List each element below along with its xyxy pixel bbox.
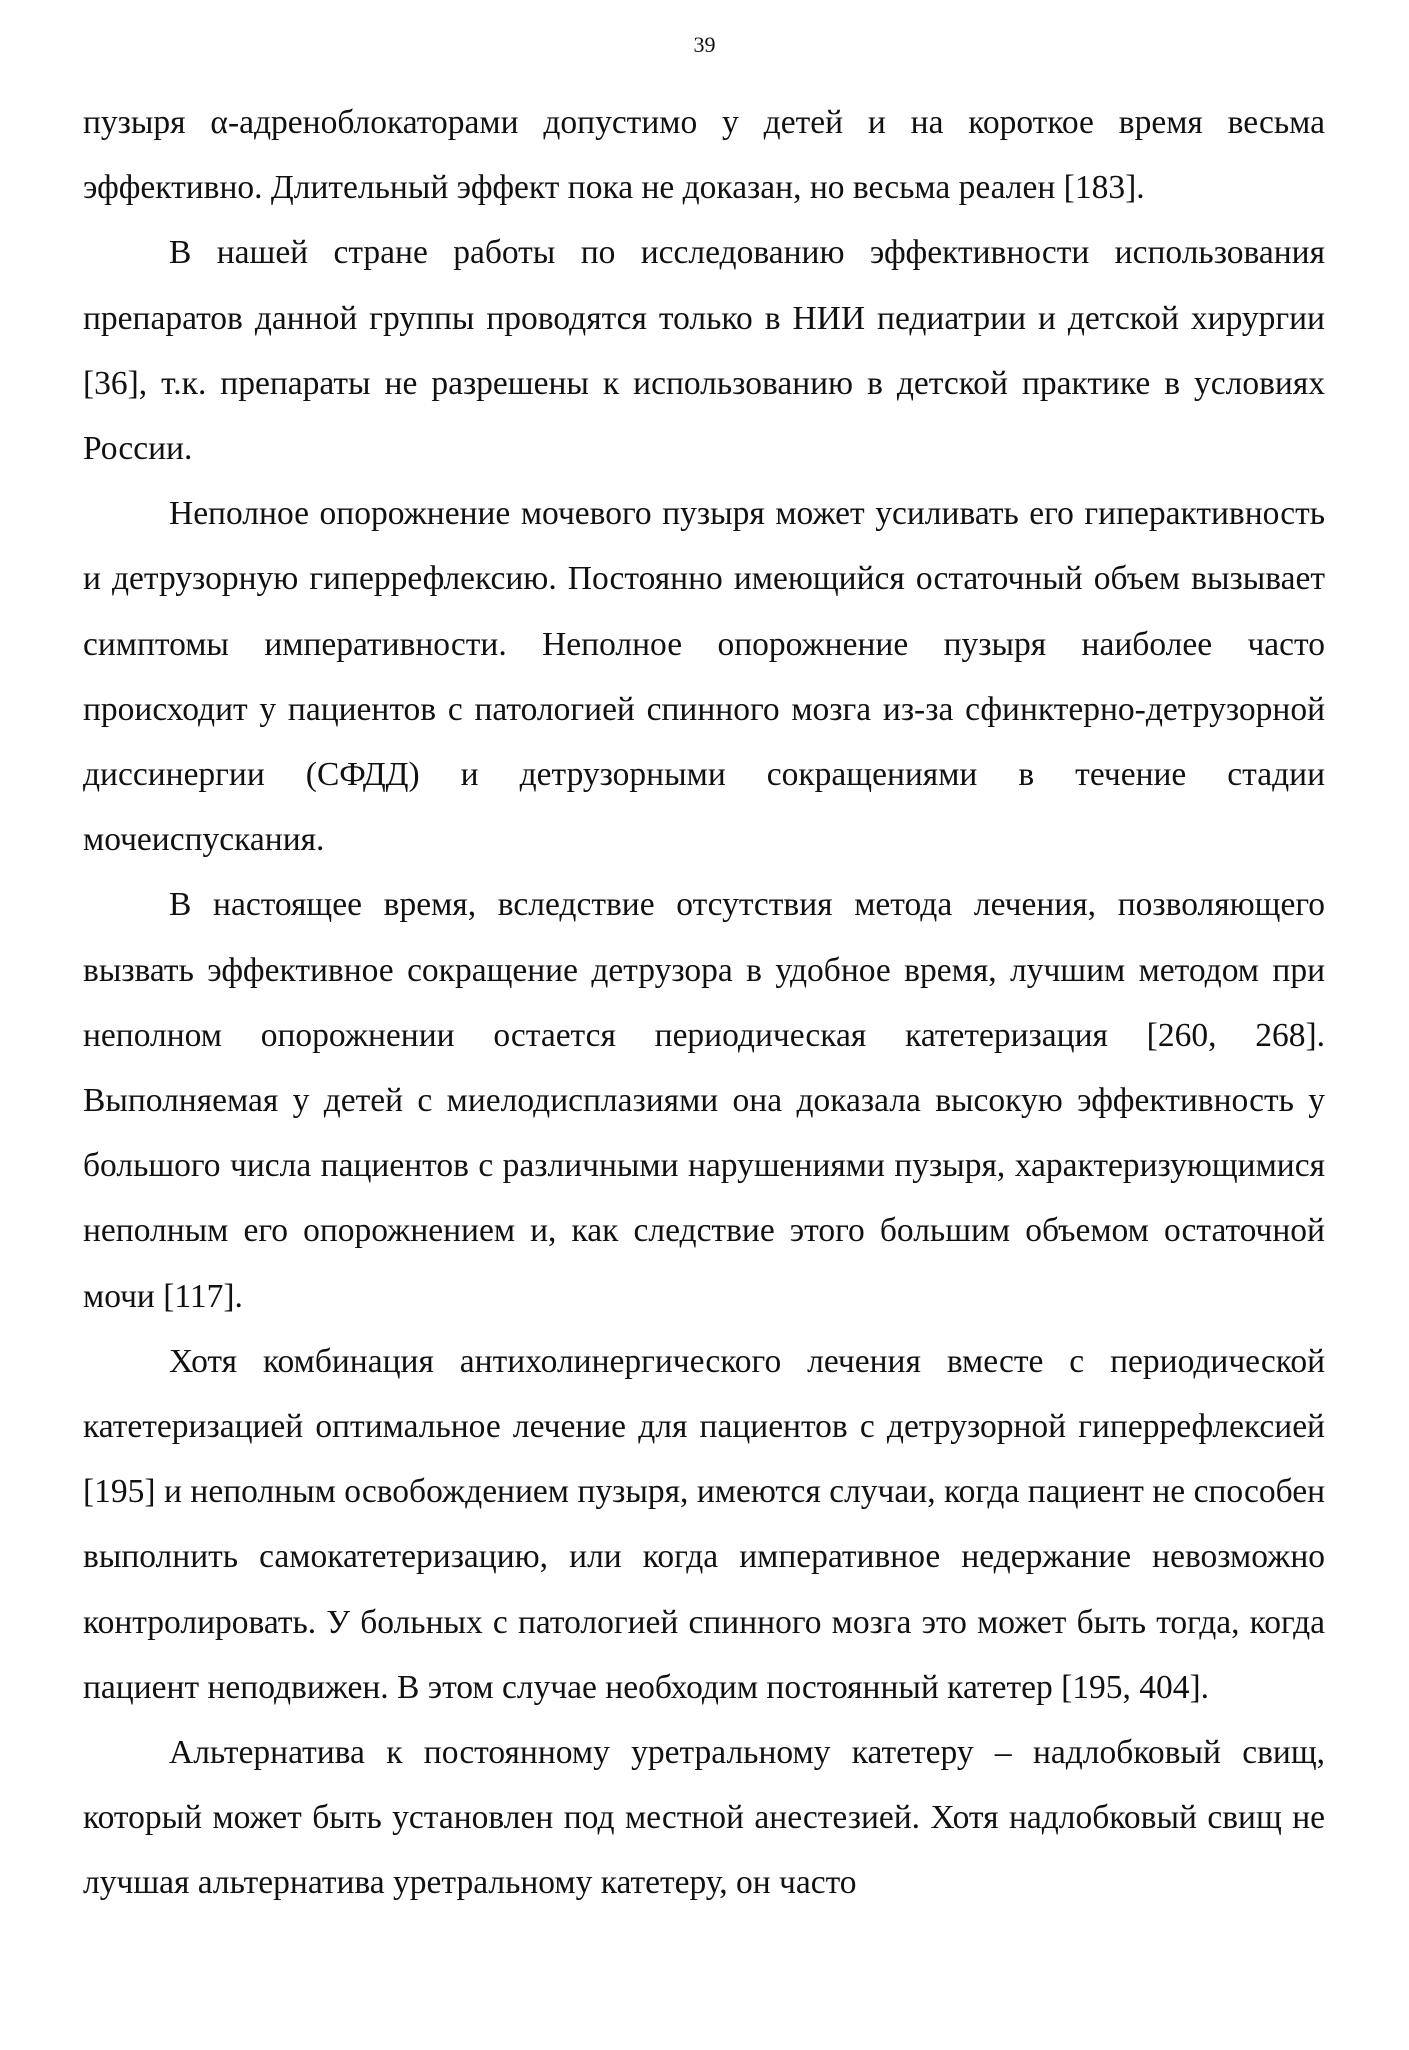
page-number: 39 xyxy=(693,32,716,57)
paragraph-incomplete-emptying: Неполное опорожнение мочевого пузыря может усиливать его гиперактивность и детрузорную гиперрефлексию. Постоянно имеющийся остаточный объем вызывает симптомы императивности. Неполное опорожнение пузыря наиболее часто происходит у пациентов с патологией спинного мозга из-за сфинктерно-детрузорной диссинергии (СФДД) и детрузорными сокращениями в течение стадии мочеиспускания. xyxy=(83,495,1325,859)
paragraph-combination-therapy: Хотя комбинация антихолинергического лечения вместе с периодической катетеризацией оптимальное лечение для пациентов с детрузорной гиперрефлексией [195] и неполным освобождением пузыря, имеются случаи, когда пациент не способен выполнить самокатетеризацию, или когда императивное недержание невозможно контролировать. У больных с патологией спинного мозга это может быть тогда, когда пациент неподвижен. В этом случае необходим постоянный катетер [195, 404]. xyxy=(83,1342,1325,1706)
paragraph-suprapubic-fistula: Альтернатива к постоянному уретральному катетеру – надлобковый свищ, который может быть установлен под местной анестезией. Хотя надлобковый свищ не лучшая альтернатива уретральному катетеру, он часто xyxy=(83,1734,1325,1902)
page-body xyxy=(83,90,1325,1916)
paragraph-continuation: пузыря α-адреноблокаторами допустимо у детей и на короткое время весьма эффективно. Длительный эффект пока не доказан, но весьма реален [183]. xyxy=(83,104,1325,207)
paragraph-research-in-russia: В нашей стране работы по исследованию эффективности использования препаратов данной группы проводятся только в НИИ педиатрии и детской хирургии [36], т.к. препараты не разрешены к использованию в детской практике в условиях России. xyxy=(83,234,1325,468)
paragraph-periodic-catheterization: В настоящее время, вследствие отсутствия метода лечения, позволяющего вызвать эффективное сокращение детрузора в удобное время, лучшим методом при неполном опорожнении остается периодическая катетеризация [260, 268]. Выполняемая у детей с миелодисплазиями она доказала высокую эффективность у большого числа пациентов с различными нарушениями пузыря, характеризующимися неполным его опорожнением и, как следствие этого большим объемом остаточной мочи [117]. xyxy=(83,886,1325,1315)
